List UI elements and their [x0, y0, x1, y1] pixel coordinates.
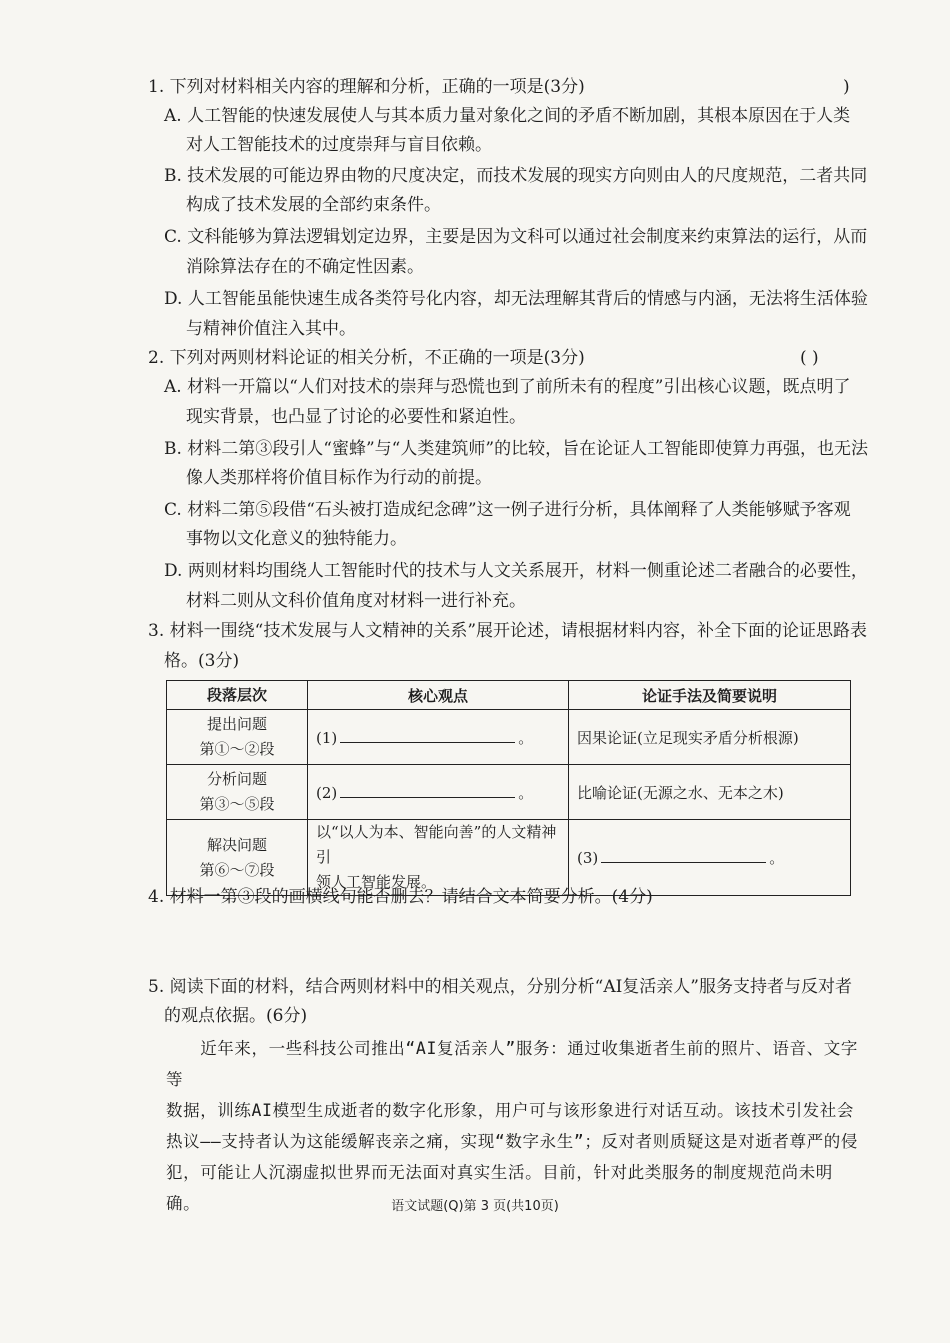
q5-stem: 5. 阅读下面的材料，结合两则材料中的相关观点，分别分析“AI复活亲人”服务支持者与反对者 — [148, 977, 852, 997]
blank-end: 。 — [518, 783, 534, 802]
table-row — [167, 820, 851, 896]
q1-option-d: D. 人工智能虽能快速生成各类符号化内容，却无法理解其背后的情感与内涵，无法将生活体验 — [164, 289, 868, 309]
q2-option-a: A. 材料一开篇以“人们对技术的崇拜与恐慌也到了前所未有的程度”引出核心议题，既点明了 — [164, 377, 851, 397]
q5-stem-cont: 的观点依据。(6分) — [164, 1006, 308, 1026]
method-cell: 因果论证(立足现实矛盾分析根源) — [569, 710, 851, 765]
blank-number: (3) — [577, 849, 599, 867]
q2-option-b: B. 材料二第③段引人“蜜蜂”与“人类建筑师”的比较，旨在论证人工智能即使算力再强，也无法 — [164, 439, 869, 459]
q2-option-b-cont: 像人类那样将价值目标作为行动的前提。 — [186, 468, 492, 488]
level-label: 解决问题 — [206, 835, 267, 854]
blank-end: 。 — [769, 849, 785, 867]
q1-option-d-cont: 与精神价值注入其中。 — [186, 319, 356, 339]
q2-option-c-cont: 事物以文化意义的独特能力。 — [186, 529, 407, 549]
core-view-text: 以“以人为本、智能向善”的人文精神引 — [316, 823, 557, 866]
q1-option-b: B. 技术发展的可能边界由物的尺度决定，而技术发展的现实方向则由人的尺度规范，二者共同 — [164, 166, 868, 186]
level-label: 分析问题 — [206, 770, 267, 788]
table-header: 核心观点 — [308, 681, 569, 710]
q2-stem: 2. 下列对两则材料论证的相关分析，不正确的一项是(3分) — [148, 348, 585, 368]
paragraph-level-cell — [167, 820, 308, 896]
answer-blank[interactable] — [601, 848, 766, 863]
paragraph-level-cell — [167, 710, 308, 765]
level-label: 提出问题 — [206, 715, 267, 733]
q1-option-a-cont: 对人工智能技术的过度崇拜与盲目依赖。 — [186, 135, 492, 155]
table-header-row — [167, 681, 851, 710]
material-line: 数据，训练AI模型生成逝者的数字化形象，用户可与该形象进行对话互动。该技术引发社会 — [166, 1101, 854, 1120]
core-view-text-cont: 领人工智能发展。 — [316, 873, 437, 891]
q1-answer-paren: ) — [843, 77, 850, 97]
q1-option-c-cont: 消除算法存在的不确定性因素。 — [186, 257, 424, 277]
answer-blank[interactable] — [340, 783, 515, 798]
paragraph-level-cell — [167, 765, 308, 820]
material-line: 热议——支持者认为这能缓解丧亲之痛，实现“数字永生”；反对者则质疑这是对逝者尊严的侵 — [166, 1132, 858, 1151]
material-line: 犯，可能让人沉溺虚拟世界而无法面对真实生活。目前，针对此类服务的制度规范尚未明确。 — [166, 1163, 833, 1213]
core-view-cell — [308, 820, 569, 896]
q5-material — [166, 1033, 858, 1219]
table-header: 论证手法及简要说明 — [569, 681, 851, 710]
material-line: 近年来，一些科技公司推出“AI复活亲人”服务：通过收集逝者生前的照片、语音、文字等 — [166, 1039, 858, 1089]
q1-option-b-cont: 构成了技术发展的全部约束条件。 — [186, 195, 441, 215]
blank-number: (1) — [316, 728, 338, 747]
q2-option-d-cont: 材料二则从文科价值角度对材料一进行补充。 — [186, 591, 526, 611]
table-row — [167, 710, 851, 765]
table-header: 段落层次 — [167, 681, 308, 710]
page-footer: 语文试题(Q)第 3 页(共10页) — [391, 1199, 559, 1214]
q2-option-c: C. 材料二第⑤段借“石头被打造成纪念碑”这一例子进行分析，具体阐释了人类能够赋予客观 — [164, 500, 851, 520]
q3-stem-cont: 格。(3分) — [164, 651, 240, 671]
blank-end: 。 — [518, 728, 534, 747]
q1-option-c: C. 文科能够为算法逻辑划定边界，主要是因为文科可以通过社会制度来约束算法的运行，从而 — [164, 227, 868, 247]
table-row — [167, 765, 851, 820]
answer-blank[interactable] — [340, 728, 515, 743]
q1-stem: 1. 下列对材料相关内容的理解和分析，正确的一项是(3分) — [148, 77, 585, 97]
q3-stem: 3. 材料一围绕“技术发展与人文精神的关系”展开论述，请根据材料内容，补全下面的论证思路表 — [148, 621, 868, 641]
q4-stem: 4. 材料一第③段的画横线句能否删去？请结合文本简要分析。(4分) — [148, 887, 653, 907]
q2-answer-paren: ( ) — [800, 348, 819, 368]
blank-number: (2) — [316, 783, 338, 802]
core-view-cell — [308, 710, 569, 765]
core-view-cell — [308, 765, 569, 820]
argument-table — [166, 680, 851, 896]
q2-option-a-cont: 现实背景，也凸显了讨论的必要性和紧迫性。 — [186, 407, 526, 427]
q1-option-a: A. 人工智能的快速发展使人与其本质力量对象化之间的矛盾不断加剧，其根本原因在于人类 — [164, 106, 851, 126]
level-range: 第⑥～⑦段 — [199, 860, 275, 879]
method-cell — [569, 820, 851, 896]
method-cell: 比喻论证(无源之水、无本之木) — [569, 765, 851, 820]
q2-option-d: D. 两则材料均围绕人工智能时代的技术与人文关系展开，材料一侧重论述二者融合的必要性， — [164, 561, 868, 581]
level-range: 第③～⑤段 — [199, 795, 275, 813]
level-range: 第①～②段 — [199, 740, 275, 758]
